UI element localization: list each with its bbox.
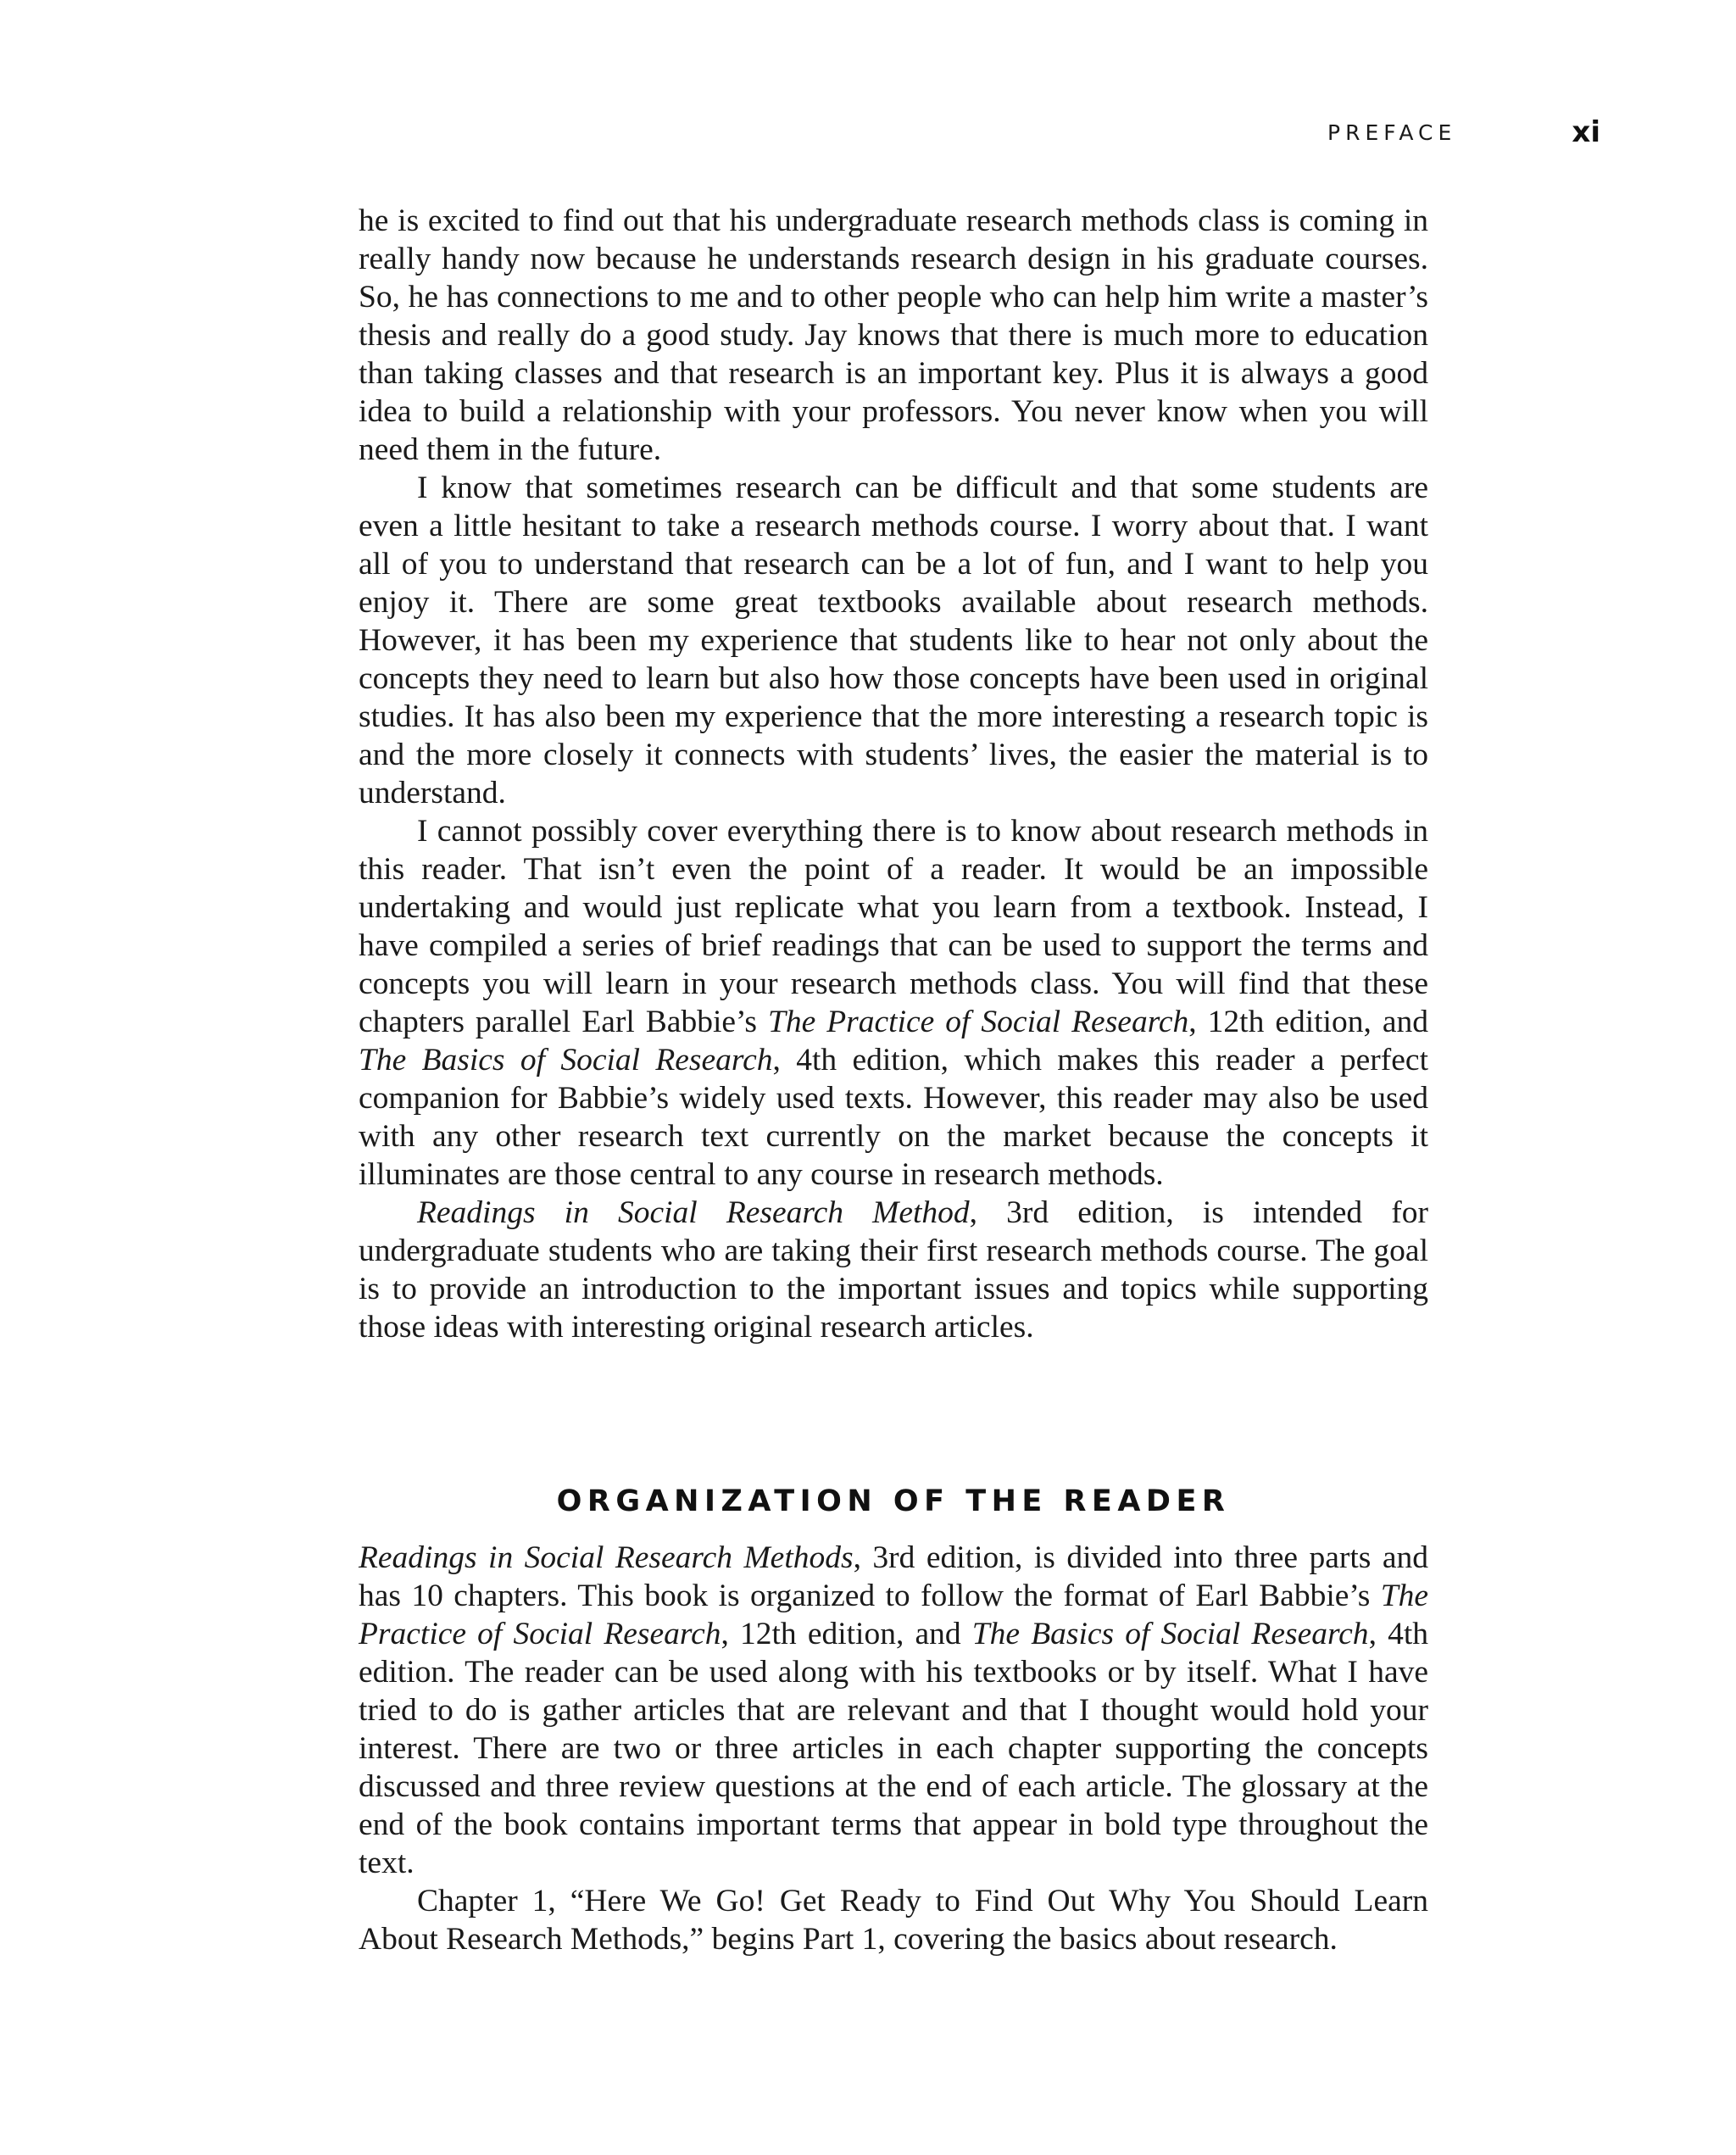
text-run: , 3rd edition, is intended for undergraduate students who are taking their first research methods course. The goal is to provide an introduction to the important issues and topics while supporting those ideas with interesting original research articles. xyxy=(359,1195,1428,1345)
text-run: , 12th edition, and xyxy=(1188,1005,1428,1039)
paragraph xyxy=(359,469,1428,812)
text-run: he is excited to find out that his undergraduate research methods class is coming in really handy now because he understands research design in his graduate courses. So, he has connections to me and to other people who can help him write a master’s thesis and really do a good study. Jay knows that there is much more to education than taking classes and that research is an important key. Plus it is always a good idea to build a relationship with your professors. You never know when you will need them in the future. xyxy=(359,203,1428,467)
text-run: , 3rd edition, is divided into three parts and has 10 chapters. This book is organized to follow the format of Earl Babbie’s xyxy=(359,1540,1428,1613)
running-head xyxy=(1314,115,1609,149)
italic-title: Readings in Social Research Method xyxy=(417,1195,970,1230)
text-run: , 4th edition, which makes this reader a perfect companion for Babbie’s widely used texts. However, this reader may also be used with any other research text currently on the market because the concepts it illuminates are those central to any course in research methods. xyxy=(359,1043,1428,1192)
text-run: I know that sometimes research can be difficult and that some students are even a little hesitant to take a research methods course. I worry about that. I want all of you to understand that research can be a lot of fun, and I want to help you enjoy it. There are some great textbooks available about research methods. However, it has been my experience that students like to hear not only about the concepts they need to learn but also how those concepts have been used in original studies. It has also been my experience that the more interesting a research topic is and the more closely it connects with students’ lives, the easier the material is to understand. xyxy=(359,471,1428,810)
italic-title: The Practice of Social Research xyxy=(359,1579,1428,1651)
italic-title: Readings in Social Research Methods xyxy=(359,1540,854,1575)
italic-title: The Practice of Social Research xyxy=(768,1005,1189,1039)
text-run: Chapter 1, “Here We Go! Get Ready to Find Out Why You Should Learn About Research Methods,” begins Part 1, covering the basics about research. xyxy=(359,1884,1428,1957)
page-number: xi xyxy=(1572,115,1600,149)
preface-body xyxy=(359,202,1428,1346)
section-heading: ORGANIZATION OF THE READER xyxy=(556,1484,1231,1519)
italic-title: The Basics of Social Research xyxy=(971,1617,1369,1651)
paragraph xyxy=(359,202,1428,469)
paragraph xyxy=(359,1539,1428,1882)
text-run: , 4th edition. The reader can be used along with his textbooks or by itself. What I have tried to do is gather articles that are relevant and that I thought would hold your interest. There are two or three articles in each chapter supporting the concepts discussed and three review questions at the end of each article. The glossary at the end of the book contains important terms that appear in bold type throughout the text. xyxy=(359,1617,1428,1880)
paragraph xyxy=(359,1194,1428,1346)
running-title: PREFACE xyxy=(1327,120,1457,145)
text-run: , 12th edition, and xyxy=(721,1617,972,1651)
italic-title: The Basics of Social Research xyxy=(359,1043,773,1078)
section-body xyxy=(359,1539,1428,1958)
text-run: I cannot possibly cover everything there is to know about research methods in this reader. That isn’t even the point of a reader. It would be an impossible undertaking and would just replicate what you learn from a textbook. Instead, I have compiled a series of brief readings that can be used to support the terms and concepts you will learn in your research methods class. You will find that these chapters parallel Earl Babbie’s xyxy=(359,814,1428,1039)
paragraph xyxy=(359,1882,1428,1958)
paragraph xyxy=(359,812,1428,1194)
